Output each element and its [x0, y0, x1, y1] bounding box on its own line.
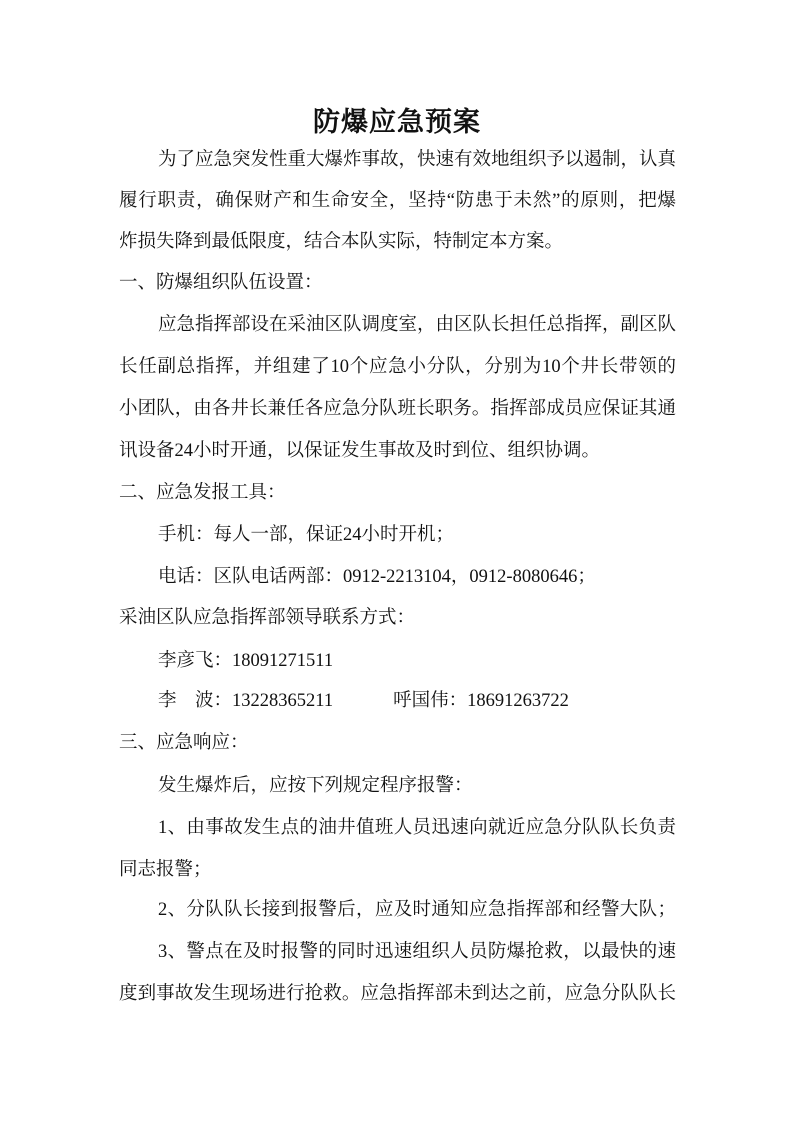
contact-line: [119, 689, 676, 713]
intro-line: 履行职责，确保财产和生命安全，坚持“防患于未然”的原则，把爆: [119, 191, 676, 211]
section3-heading: 三、应急响应：: [119, 733, 249, 753]
section1-line: 讯设备24小时开通，以保证发生事故及时到位、组织协调。: [119, 441, 601, 461]
contact-li-bo: 李 波：13228365211: [158, 691, 334, 711]
section1-heading: 一、防爆组织队伍设置：: [119, 273, 323, 293]
section3-line: 3、警点在及时报警的同时迅速组织人员防爆抢救，以最快的速: [158, 942, 676, 962]
contacts-heading: 采油区队应急指挥部领导联系方式：: [119, 608, 416, 628]
phone-line: 电话：区队电话两部：0912-2213104，0912-8080646；: [158, 567, 596, 587]
contact-line: 李彦飞：18091271511: [158, 651, 334, 671]
section1-line: 小团队，由各井长兼任各应急分队班长职务。指挥部成员应保证其通: [119, 399, 676, 419]
mobile-line: 手机：每人一部，保证24小时开机；: [158, 525, 455, 545]
section3-line: 度到事故发生现场进行抢救。应急指挥部未到达之前，应急分队队长: [119, 984, 676, 1004]
section1-line: 应急指挥部设在采油区队调度室，由区队长担任总指挥，副区队: [158, 315, 677, 335]
section3-lead: 发生爆炸后，应按下列规定程序报警：: [158, 776, 473, 796]
document-title: 防爆应急预案: [313, 107, 481, 137]
section3-line: 1、由事故发生点的油井值班人员迅速向就近应急分队队长负责: [158, 818, 676, 838]
section3-line: 同志报警；: [119, 860, 212, 880]
section3-line: 2、分队队长接到报警后，应及时通知应急指挥部和经警大队；: [158, 900, 676, 920]
contact-hu-guowei: 呼国伟：18691263722: [393, 691, 569, 711]
section1-line: 长任副总指挥，并组建了10个应急小分队，分别为10个井长带领的: [119, 357, 676, 377]
intro-line: 为了应急突发性重大爆炸事故，快速有效地组织予以遏制，认真: [158, 150, 677, 170]
intro-line: 炸损失降到最低限度，结合本队实际，特制定本方案。: [119, 232, 564, 252]
section2-heading: 二、应急发报工具：: [119, 483, 286, 503]
